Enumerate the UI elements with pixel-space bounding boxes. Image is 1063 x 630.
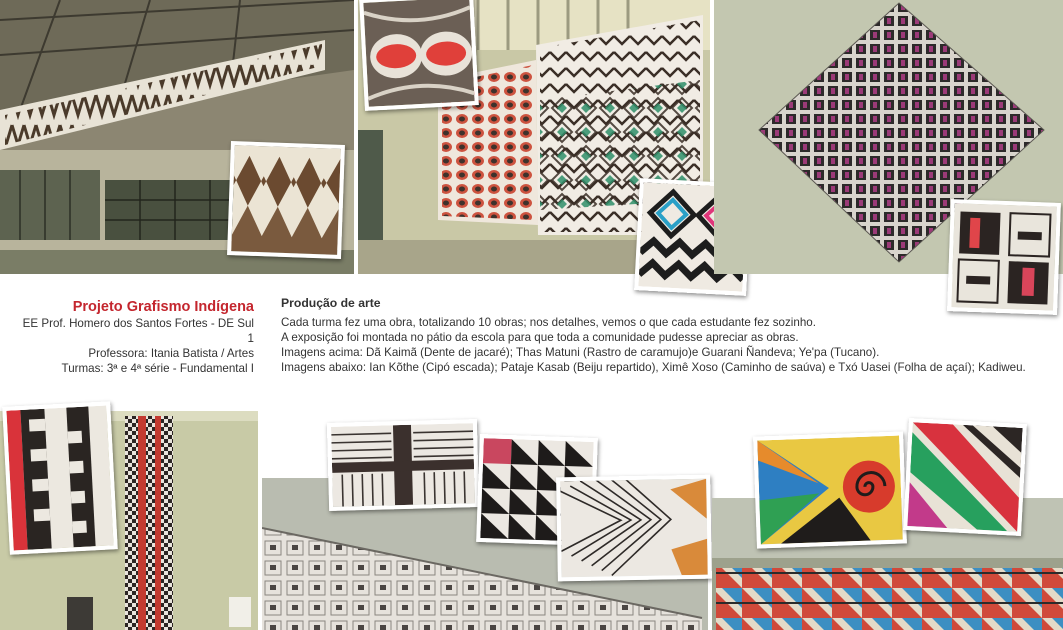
project-title: Projeto Grafismo Indígena [72, 299, 254, 315]
art-production-heading: Produção de arte [281, 296, 381, 310]
detail-chevron-leaf [556, 475, 712, 582]
detail-ladder-red-black [2, 401, 118, 554]
description-line-4: Imagens abaixo: Ian Kõthe (Cipó escada); Pataje Kasab (Beiju repartido), Ximê Xoso (Caminho de saúva) e Txó Uasei (Folha de açaí); Kadiweu. [281, 361, 1026, 374]
school-name: EE Prof. Homero dos Santos Fortes - DE Sul 1 [22, 317, 254, 345]
classes-info: Turmas: 3ª e 4ª série - Fundamental I [61, 362, 254, 375]
detail-zigzag-brown [227, 141, 345, 259]
description-line-1: Cada turma fez uma obra, totalizando 10 obras; nos detalhes, vemos o que cada estudante fez sozinho. [281, 316, 816, 329]
detail-red-ovals [359, 0, 479, 111]
project-caption [20, 299, 254, 376]
detail-spiral-colors [753, 431, 907, 548]
description-line-3: Imagens acima: Dã Kaimã (Dente de jacaré); Thas Matuni (Rastro de caramujo)e Guarani Ñandeva; Ye'pa (Tucano). [281, 346, 880, 359]
art-production-text [281, 296, 1051, 375]
teacher-name: Professora: Itania Batista / Artes [88, 347, 254, 360]
detail-cross-lines [327, 419, 479, 511]
description-line-2: A exposição foi montada no pátio da escola para que toda a comunidade pudesse apreciar as obras. [281, 331, 799, 344]
detail-stripes-green-red [903, 418, 1027, 536]
